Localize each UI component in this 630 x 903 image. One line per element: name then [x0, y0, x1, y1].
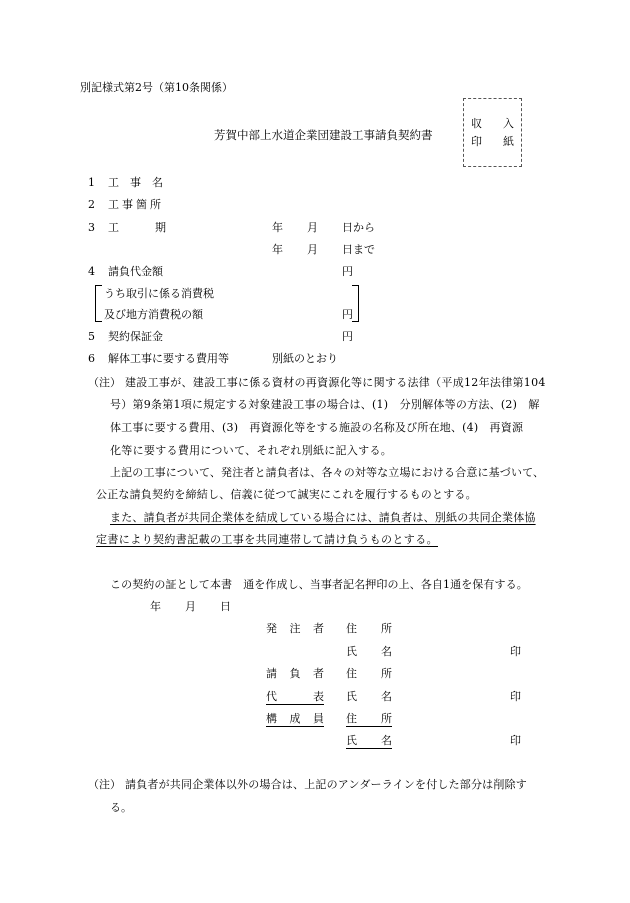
underline — [266, 704, 324, 705]
date-day: 日 — [220, 600, 231, 613]
yen-unit: 円 — [342, 265, 353, 278]
note-line: 体工事に要する費用、(3) 再資源化等をする施設の名称及び所在地、(4) 再資源 — [110, 421, 524, 434]
period-from: 日から — [342, 221, 375, 234]
jv-paragraph-line: 定書により契約書記載の工事を共同連帯して請け負うものとする。 — [96, 533, 438, 546]
period-to: 日まで — [342, 243, 375, 256]
item-number: 3 — [88, 221, 95, 234]
jv-paragraph-line: また、請負者が共同企業体を結成している場合には、請負者は、別紙の共同企業体協 — [110, 511, 536, 524]
stamp-char: 紙 — [503, 135, 514, 148]
item-number: 1 — [88, 176, 95, 189]
member-label: 構成員 — [266, 712, 324, 725]
period-month: 月 — [307, 221, 318, 234]
item-number: 5 — [88, 330, 95, 343]
construction-name-label: 工 事 名 — [108, 176, 163, 189]
date-month: 月 — [185, 600, 196, 613]
tax-label-line1: うち取引に係る消費税 — [104, 287, 214, 300]
form-label: 別記様式第2号（第10条関係） — [80, 81, 233, 94]
contractor-label: 請負者 — [266, 667, 324, 680]
period-month: 月 — [307, 243, 318, 256]
note-line: 号）第9条第1項に規定する対象建設工事の場合は、(1) 分別解体等の方法、(2) 解 — [110, 398, 540, 411]
yen-unit: 円 — [342, 330, 353, 343]
stamp-char: 入 — [503, 117, 514, 130]
seal-mark: 印 — [510, 690, 521, 703]
underline — [266, 726, 324, 727]
name-label: 氏名 — [346, 690, 392, 703]
yen-unit: 円 — [342, 308, 353, 321]
address-label: 住所 — [346, 712, 392, 725]
footer-note-line: る。 — [110, 801, 132, 814]
bracket-right — [352, 285, 359, 322]
period-year: 年 — [272, 221, 283, 234]
paragraph-line: この契約の証として本書 通を作成し、当事者記名押印の上、各自1通を保有する。 — [110, 578, 528, 591]
paragraph-line: 上記の工事について、発注者と請負者は、各々の対等な立場における合意に基づいて、 — [110, 466, 545, 479]
note-line: 化等に要する費用について、それぞれ別紙に記入する。 — [110, 444, 393, 457]
demolition-cost-value: 別紙のとおり — [272, 352, 338, 365]
stamp-char: 収 — [471, 117, 482, 130]
item-number: 6 — [88, 352, 95, 365]
representative-label: 代表 — [266, 690, 324, 703]
underline — [346, 726, 392, 727]
period-label-b: 期 — [155, 221, 166, 234]
item-number: 2 — [88, 198, 95, 211]
date-year: 年 — [150, 600, 161, 613]
bracket-left — [95, 285, 102, 322]
orderer-label: 発注者 — [266, 622, 324, 635]
address-label: 住所 — [346, 667, 392, 680]
note-mark: （注） — [88, 778, 121, 791]
seal-mark: 印 — [510, 734, 521, 747]
construction-site-label: 工事箇所 — [108, 198, 164, 211]
contract-amount-label: 請負代金額 — [108, 265, 163, 278]
paragraph-line: 公正な請負契約を締結し、信義に従つて誠実にこれを履行するものとする。 — [96, 488, 477, 501]
revenue-stamp-box — [463, 98, 522, 167]
period-label-a: 工 — [108, 221, 119, 234]
stamp-char: 印 — [471, 135, 482, 148]
footer-note-line: 請負者が共同企業体以外の場合は、上記のアンダーラインを付した部分は削除す — [125, 778, 527, 791]
address-label: 住所 — [346, 622, 392, 635]
note-mark: （注） — [88, 376, 121, 389]
page-title: 芳賀中部上水道企業団建設工事請負契約書 — [214, 128, 433, 142]
name-label: 氏名 — [346, 645, 392, 658]
underline — [346, 748, 392, 749]
name-label: 氏名 — [346, 734, 392, 747]
seal-mark: 印 — [510, 645, 521, 658]
tax-label-line2: 及び地方消費税の額 — [104, 308, 203, 321]
note-line: 建設工事が、建設工事に係る資材の再資源化等に関する法律（平成12年法律第104 — [125, 376, 546, 389]
period-year: 年 — [272, 243, 283, 256]
demolition-cost-label: 解体工事に要する費用等 — [108, 352, 229, 365]
item-number: 4 — [88, 265, 95, 278]
guarantee-label: 契約保証金 — [108, 330, 163, 343]
